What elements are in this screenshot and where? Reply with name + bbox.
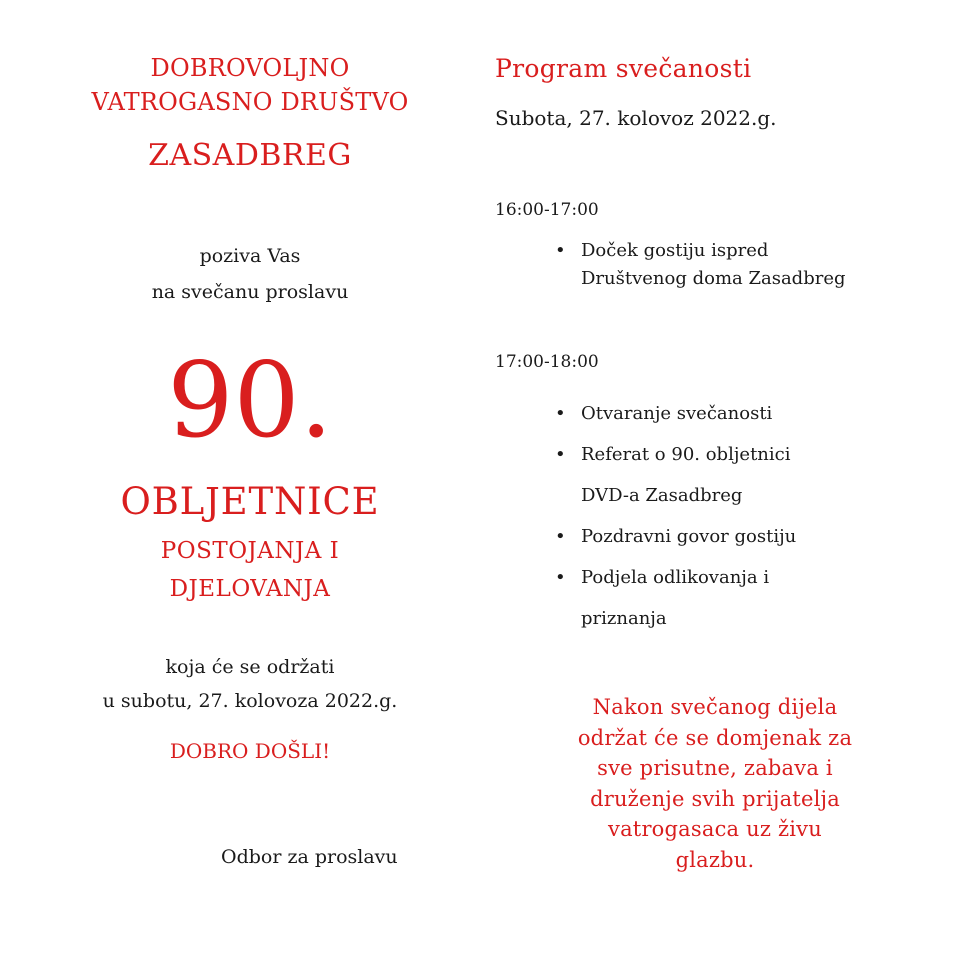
list-item: [555, 393, 796, 434]
bullet-icon: •: [555, 444, 566, 465]
list-item-line-1: Podjela odlikovanja i: [581, 567, 770, 588]
signature-committee: Odbor za proslavu: [221, 846, 398, 868]
list-item-line-1: Referat o 90. obljetnici: [581, 444, 791, 465]
list-item-line-1: Pozdravni govor gostiju: [581, 526, 797, 547]
bullet-icon: •: [555, 403, 566, 424]
org-name-line-3: ZASADBREG: [148, 138, 352, 173]
org-name-line-1: DOBROVOLJNO: [150, 54, 350, 82]
program-time-2: 17:00-18:00: [495, 352, 599, 372]
closing-line: druženje svih prijatelja: [590, 786, 840, 811]
closing-line: vatrogasaca uz živu: [608, 817, 822, 841]
event-when-line-2: u subotu, 27. kolovoza 2022.g.: [102, 690, 398, 712]
anniversary-title: OBLJETNICE: [120, 480, 380, 523]
anniversary-subtitle-line-1: POSTOJANJA I: [160, 538, 340, 564]
bullet-icon: •: [555, 567, 566, 588]
org-name-line-2: VATROGASNO DRUŠTVO: [91, 88, 409, 116]
bullet-icon: •: [555, 240, 566, 261]
program-title: Program svečanosti: [495, 54, 752, 83]
invitation-line-2: na svečanu proslavu: [151, 281, 349, 303]
welcome-message: DOBRO DOŠLI!: [169, 739, 331, 763]
program-list-1: [555, 237, 846, 293]
program-date: Subota, 27. kolovoz 2022.g.: [495, 106, 777, 130]
program-list-2: [555, 393, 796, 639]
closing-note: [540, 692, 890, 875]
closing-line: održat će se domjenak za: [577, 725, 853, 750]
anniversary-number: 90.: [167, 339, 333, 461]
anniversary-subtitle-line-2: DJELOVANJA: [169, 576, 331, 602]
bullet-icon: •: [555, 526, 566, 547]
program-time-1: 16:00-17:00: [495, 200, 599, 220]
list-item: [555, 434, 796, 516]
list-item: [555, 557, 796, 639]
list-item-line-2: Društvenog doma Zasadbreg: [581, 268, 846, 289]
list-item: [555, 237, 846, 293]
list-item-line-2: priznanja: [581, 608, 667, 629]
closing-line: glazbu.: [675, 847, 755, 872]
closing-line: sve prisutne, zabava i: [597, 756, 833, 780]
list-item-line-1: Doček gostiju ispred: [581, 240, 769, 261]
list-item-line-2: DVD-a Zasadbreg: [581, 485, 743, 506]
list-item: [555, 516, 796, 557]
invitation-line-1: poziva Vas: [199, 245, 301, 267]
closing-line: Nakon svečanog dijela: [592, 695, 838, 719]
list-item-line-1: Otvaranje svečanosti: [581, 403, 773, 424]
event-when-line-1: koja će se održati: [165, 656, 335, 678]
